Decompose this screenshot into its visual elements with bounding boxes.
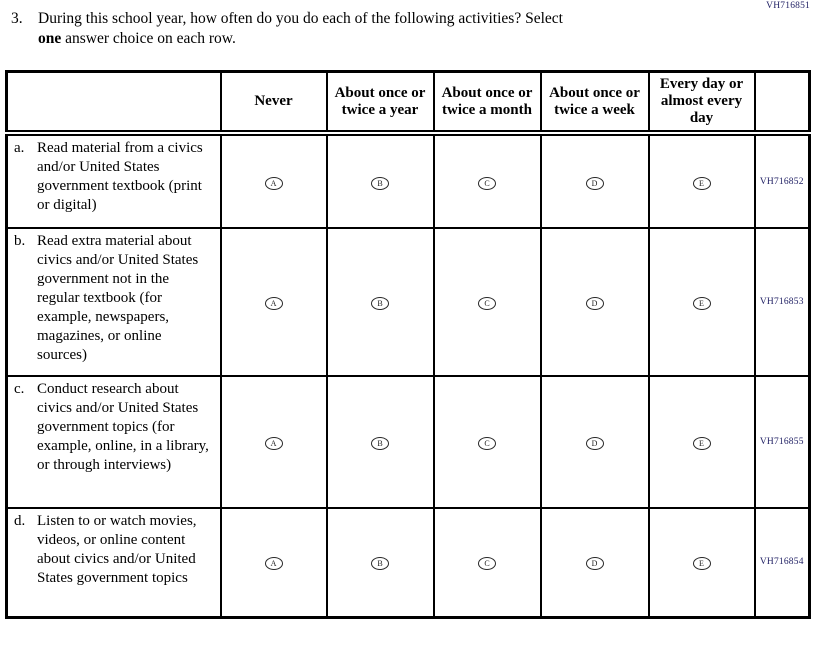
row-b-option-cell-week (541, 228, 649, 376)
row-b-bubble-a[interactable]: A (265, 297, 283, 310)
form-item-code-top: VH716851 (766, 1, 810, 11)
row-b-bubble-e[interactable]: E (693, 297, 711, 310)
header-once-twice-year: About once or twice a year (327, 72, 434, 134)
row-a-bubble-b[interactable]: B (371, 177, 389, 190)
row-c-option-cell-never (221, 376, 327, 508)
row-c-text: Conduct research about civics and/or United States government topics (for example, online, in a library, or through interviews) (37, 381, 209, 473)
row-d-option-cell-never (221, 508, 327, 617)
row-c-option-cell-week (541, 376, 649, 508)
row-a-option-cell-year (327, 133, 434, 228)
row-a-bubble-d[interactable]: D (586, 177, 604, 190)
row-b-label-cell (7, 228, 221, 376)
row-c-bubble-b[interactable]: B (371, 437, 389, 450)
row-d-label-cell (7, 508, 221, 617)
row-a-option-cell-month (434, 133, 541, 228)
row-d-text: Listen to or watch movies, videos, or online content about civics and/or United States government topics (37, 513, 197, 586)
row-c-bubble-a[interactable]: A (265, 437, 283, 450)
row-b-option-cell-month (434, 228, 541, 376)
row-c-option-cell-year (327, 376, 434, 508)
table-row-d (7, 508, 810, 617)
row-d-item-code: VH716854 (755, 508, 810, 617)
row-b-bubble-c[interactable]: C (478, 297, 496, 310)
header-row (7, 72, 810, 134)
header-every-day: Every day or almost every day (649, 72, 755, 134)
row-a-bubble-a[interactable]: A (265, 177, 283, 190)
table-row-a (7, 133, 810, 228)
header-blank-code (755, 72, 810, 134)
header-once-twice-month: About once or twice a month (434, 72, 541, 134)
question-number: 3. (11, 10, 23, 27)
row-a-bubble-e[interactable]: E (693, 177, 711, 190)
row-d-bubble-b[interactable]: B (371, 557, 389, 570)
row-a-option-cell-never (221, 133, 327, 228)
row-d-bubble-e[interactable]: E (693, 557, 711, 570)
header-blank-stub (7, 72, 221, 134)
row-b-option-cell-year (327, 228, 434, 376)
row-a-item-code: VH716852 (755, 133, 810, 228)
question-line2: answer choice on each row. (61, 30, 236, 47)
row-c-letter: c. (14, 381, 25, 397)
row-c-bubble-c[interactable]: C (478, 437, 496, 450)
row-a-option-cell-everyday (649, 133, 755, 228)
row-c-label-cell (7, 376, 221, 508)
row-b-option-cell-everyday (649, 228, 755, 376)
row-c-bubble-e[interactable]: E (693, 437, 711, 450)
row-b-bubble-d[interactable]: D (586, 297, 604, 310)
row-d-bubble-a[interactable]: A (265, 557, 283, 570)
table-row-c (7, 376, 810, 508)
row-b-text: Read extra material about civics and/or United States government not in the regular textbook (for example, newspapers, magazines, or online sources) (37, 233, 199, 363)
row-b-item-code: VH716853 (755, 228, 810, 376)
row-c-label (8, 377, 220, 478)
activity-frequency-table (5, 70, 811, 619)
row-c-bubble-d[interactable]: D (586, 437, 604, 450)
row-a-text: Read material from a civics and/or United States government textbook (print or digital) (37, 140, 203, 213)
row-d-label (8, 509, 220, 591)
row-b-option-cell-never (221, 228, 327, 376)
question-text (38, 9, 711, 49)
row-a-letter: a. (14, 140, 25, 156)
row-c-option-cell-everyday (649, 376, 755, 508)
row-a-label (8, 136, 220, 218)
row-c-item-code: VH716855 (755, 376, 810, 508)
table-row-b (7, 228, 810, 376)
row-d-option-cell-month (434, 508, 541, 617)
header-once-twice-week: About once or twice a week (541, 72, 649, 134)
row-a-bubble-c[interactable]: C (478, 177, 496, 190)
row-d-option-cell-week (541, 508, 649, 617)
row-d-letter: d. (14, 513, 26, 529)
row-a-option-cell-week (541, 133, 649, 228)
row-d-option-cell-everyday (649, 508, 755, 617)
row-a-label-cell (7, 133, 221, 228)
question-bold-word: one (38, 30, 62, 47)
row-b-bubble-b[interactable]: B (371, 297, 389, 310)
header-never: Never (221, 72, 327, 134)
row-d-option-cell-year (327, 508, 434, 617)
question-line1: During this school year, how often do you do each of the following activities? Select (38, 10, 563, 27)
row-c-option-cell-month (434, 376, 541, 508)
question-3 (11, 9, 711, 49)
row-d-bubble-d[interactable]: D (586, 557, 604, 570)
row-b-letter: b. (14, 233, 26, 249)
row-d-bubble-c[interactable]: C (478, 557, 496, 570)
row-b-label (8, 229, 220, 368)
